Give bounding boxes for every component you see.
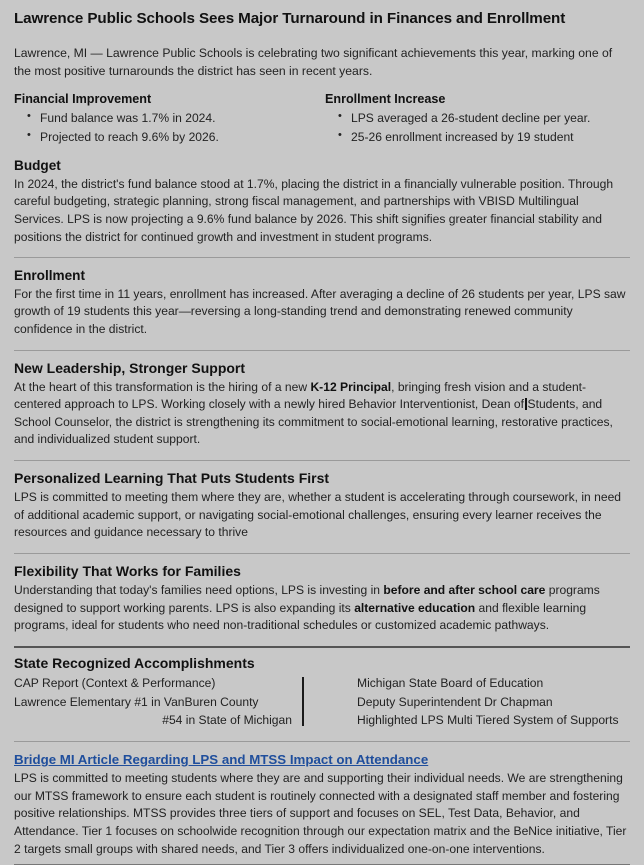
flexibility-body	[14, 582, 630, 635]
accomplishment-item: Lawrence Elementary #1 in VanBuren County	[14, 694, 259, 709]
flexibility-bold-care: before and after school care	[383, 582, 546, 597]
accomplishment-item: Deputy Superintendent Dr Chapman	[357, 694, 553, 709]
highlights-columns	[14, 92, 630, 146]
flexibility-heading: Flexibility That Works for Families	[14, 563, 241, 580]
page-title: Lawrence Public Schools Sees Major Turnaround in Finances and Enrollment	[14, 10, 566, 27]
mtss-section	[14, 751, 630, 858]
financial-improvement-column	[14, 92, 322, 146]
personalized-learning-section	[14, 470, 630, 542]
enrollment-increase-list	[325, 109, 630, 146]
text-cursor-caret	[525, 398, 527, 410]
enrollment-section	[14, 267, 630, 338]
accomplishment-item: #54 in State of Michigan	[162, 713, 292, 728]
financial-improvement-heading: Financial Improvement	[14, 92, 152, 107]
accomplishment-item: Michigan State Board of Education	[357, 675, 544, 690]
leadership-text-1: At the heart of this transformation is the hiring of a new	[14, 379, 311, 394]
mtss-body: LPS is committed to meeting students where they are and supporting their individual needs. We are strengthening our MTSS framework to ensure each student is routinely connected with a designated staff member and fostering positive relationships. MTSS provides three tiers of support and focuses on SEL, Test Data, Behavior, and Attendance. Tier 1 focuses on schoolwide recognition through our expectation matrix and the BeNice initiative, Tier 2 targets small groups with shared needs, and Tier 3 offers individualized one-on-one interventions.	[14, 771, 627, 856]
list-item: • 25-26 enrollment increased by 19 student	[351, 128, 630, 146]
accomplishments-columns	[14, 674, 630, 730]
lede-paragraph: Lawrence, MI — Lawrence Public Schools is celebrating two significant achievements this year, marking one of the most positive turnarounds the district has seen in recent years.	[14, 46, 613, 78]
list-item: • Fund balance was 1.7% in 2024.	[40, 109, 322, 127]
flexibility-text-2: programs designed to support working parents. LPS is also expanding its	[14, 582, 600, 615]
enrollment-increase-heading: Enrollment Increase	[325, 92, 446, 107]
personalized-learning-body: LPS is committed to meeting them where they are, whether a student is accelerating through coursework, in need of additional academic support, or navigating social-emotional challenges, ensuring every learner receives the resources and guidance necessary to thrive	[14, 490, 622, 540]
accomplishments-heading: State Recognized Accomplishments	[14, 654, 255, 671]
accomplishments-left-column	[14, 674, 302, 730]
leadership-body	[14, 379, 630, 450]
accomplishment-item: CAP Report (Context & Performance)	[14, 675, 216, 690]
accomplishment-item: Highlighted LPS Multi Tiered System of Supports	[357, 713, 619, 728]
budget-heading: Budget	[14, 158, 61, 174]
accomplishments-right-column	[304, 674, 630, 730]
section-divider	[14, 350, 630, 351]
list-item: • LPS averaged a 26-student decline per year.	[351, 109, 630, 127]
flexibility-bold-alted: alternative education	[354, 600, 476, 615]
section-divider	[14, 553, 630, 554]
budget-section	[14, 157, 630, 246]
enrollment-heading: Enrollment	[14, 268, 85, 284]
accomplishments-section	[14, 655, 630, 730]
bridge-mi-article-link[interactable]: Bridge MI Article Regarding LPS and MTSS Impact on Attendance	[14, 752, 429, 767]
list-item: • Projected to reach 9.6% by 2026.	[40, 128, 322, 146]
leadership-text-2: , bringing fresh vision and a student-centered approach to LPS. Working closely with a newly hired Behavior Interventionist, Dean of	[14, 379, 587, 412]
section-divider	[14, 741, 630, 742]
section-divider	[14, 257, 630, 258]
section-divider-strong	[14, 646, 630, 648]
leadership-section	[14, 360, 630, 450]
enrollment-increase-column	[322, 92, 630, 146]
financial-improvement-list	[14, 109, 322, 146]
flexibility-text-3: and flexible learning programs, ideal for students who need non-traditional schedules or customized academic pathways.	[14, 600, 587, 633]
leadership-text-3: Students, and School Counselor, the district is strengthening its commitment to social-emotional learning, restorative practices, and individualized student support.	[14, 397, 613, 447]
section-divider	[14, 460, 630, 461]
flexibility-section	[14, 563, 630, 635]
enrollment-body: For the first time in 11 years, enrollment has increased. After averaging a decline of 26 students per year, LPS saw growth of 19 students this year—reversing a long-standing trend and demonstrating renewed community confidence in the district.	[14, 286, 626, 336]
flexibility-text-1: Understanding that today's families need options, LPS is investing in	[14, 582, 384, 597]
leadership-bold-principal: K-12 Principal	[310, 379, 392, 394]
leadership-heading: New Leadership, Stronger Support	[14, 359, 246, 376]
budget-body: In 2024, the district's fund balance stood at 1.7%, placing the district in a financially vulnerable position. Through careful budgeting, strategic planning, strong fiscal management, and partnerships with VBISD Multilingual Services. LPS is now projecting a 9.6% fund balance by 2026. This shift signifies greater financial stability and positions the district for continued growth and investment in student programs.	[14, 176, 614, 244]
personalized-learning-heading: Personalized Learning That Puts Students First	[14, 470, 330, 487]
